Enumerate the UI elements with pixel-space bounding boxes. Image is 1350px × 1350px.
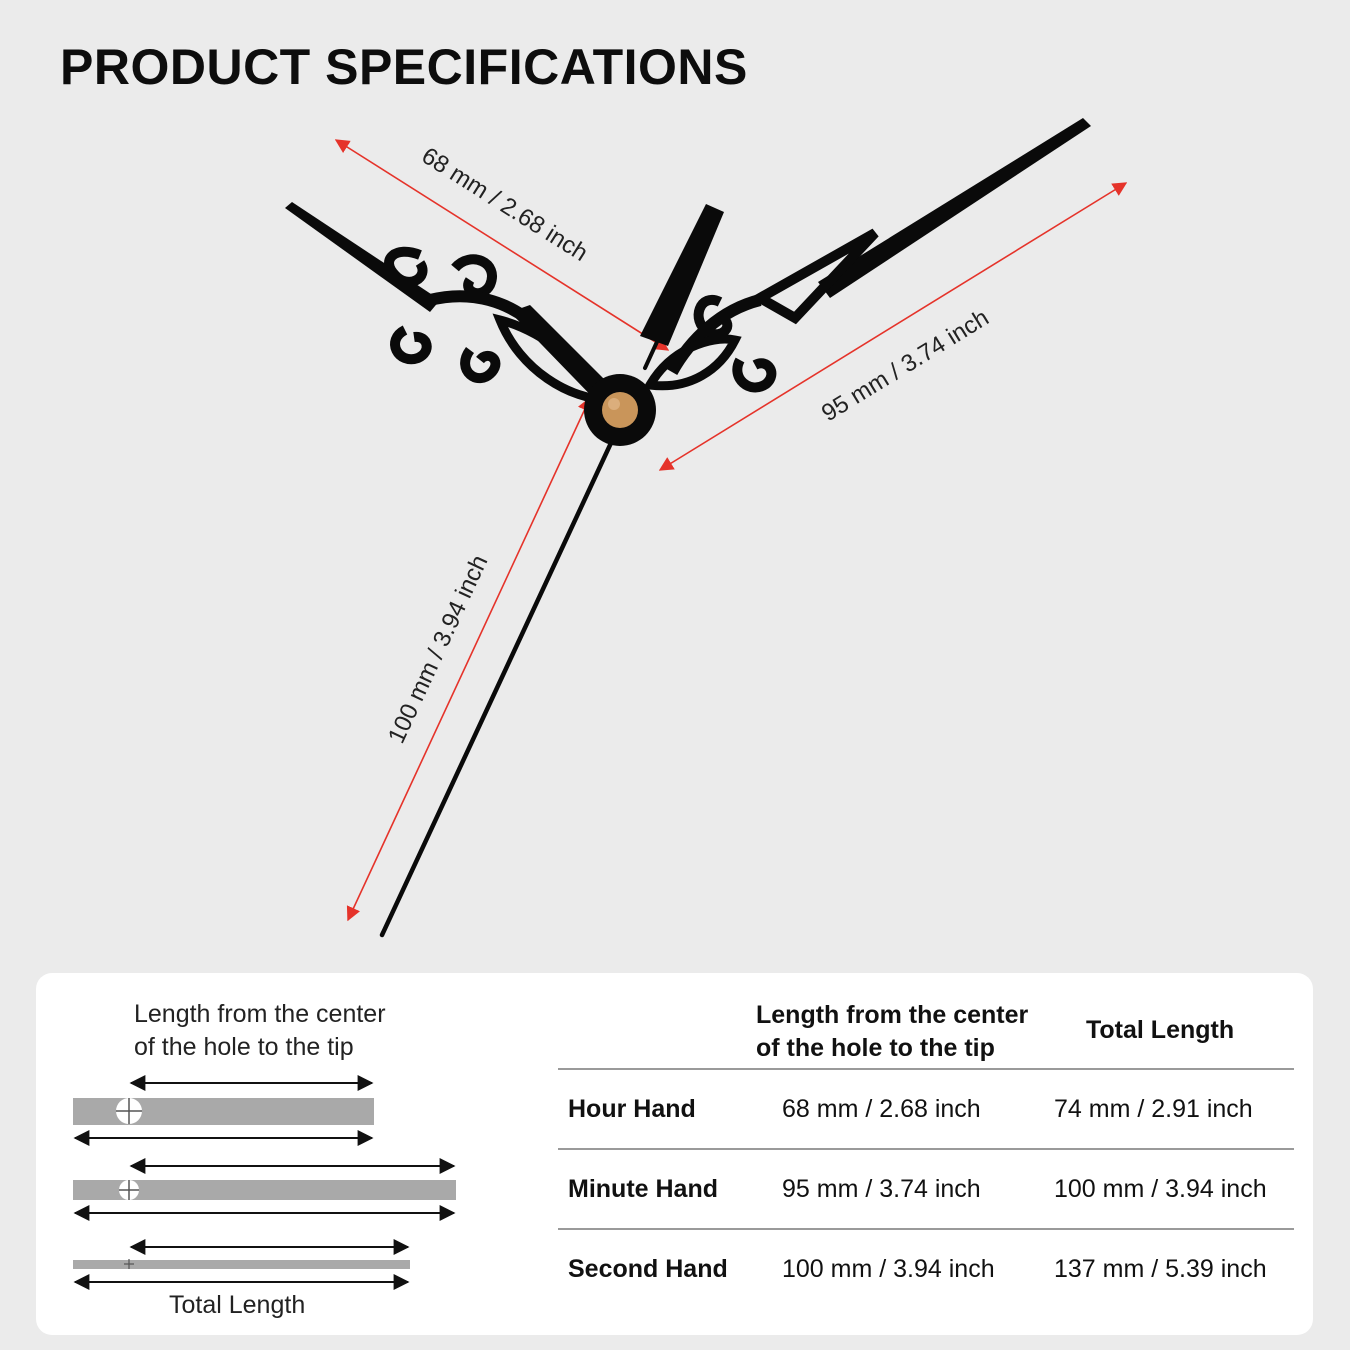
- second-dimension-line: [348, 398, 590, 920]
- legend-tip-label-line1: Length from the center: [134, 1000, 386, 1028]
- table-row: [558, 1229, 1294, 1309]
- legend-tip-label-line2: of the hole to the tip: [134, 1033, 354, 1061]
- header-tip-length: [556, 993, 1076, 1071]
- minute-dimension-label: 95 mm / 3.74 inch: [816, 304, 994, 428]
- second-dimension-label: 100 mm / 3.94 inch: [382, 551, 494, 748]
- page-title: PRODUCT SPECIFICATIONS: [60, 39, 748, 95]
- row-tip-length: 100 mm / 3.94 inch: [782, 1255, 995, 1283]
- row-hand-name: Hour Hand: [568, 1094, 696, 1123]
- header-tip-length-line1: Length from the center: [756, 1001, 1029, 1029]
- legend-total-label: Total Length: [169, 1291, 306, 1319]
- second-hand: [382, 204, 724, 935]
- table-row: [558, 1149, 1294, 1229]
- minute-hand: [650, 118, 1091, 387]
- hand-length-diagram: [36, 973, 556, 1335]
- row-total-length: 74 mm / 2.91 inch: [1054, 1094, 1253, 1123]
- hour-bar-diagram: [73, 1083, 374, 1138]
- minute-bar-diagram: [73, 1166, 456, 1213]
- row-tip-length: 95 mm / 3.74 inch: [782, 1174, 981, 1203]
- spec-table: [556, 993, 1296, 1071]
- header-tip-length-line2: of the hole to the tip: [756, 1034, 995, 1062]
- table-row: [558, 1069, 1294, 1149]
- row-total-length: 100 mm / 3.94 inch: [1054, 1174, 1267, 1203]
- hour-dimension-label: 68 mm / 2.68 inch: [416, 142, 593, 268]
- second-bar-diagram: [73, 1247, 410, 1282]
- row-total-length: 137 mm / 5.39 inch: [1054, 1255, 1267, 1283]
- row-hand-name: Minute Hand: [568, 1174, 718, 1203]
- spec-panel: [36, 973, 1313, 1335]
- spec-table-header: [556, 993, 1296, 1071]
- row-tip-length: 68 mm / 2.68 inch: [782, 1094, 981, 1123]
- header-total-length: Total Length: [1086, 1015, 1235, 1044]
- spec-table-body: [558, 1068, 1294, 1309]
- hand-hub: [584, 374, 656, 446]
- row-hand-name: Second Hand: [568, 1255, 728, 1283]
